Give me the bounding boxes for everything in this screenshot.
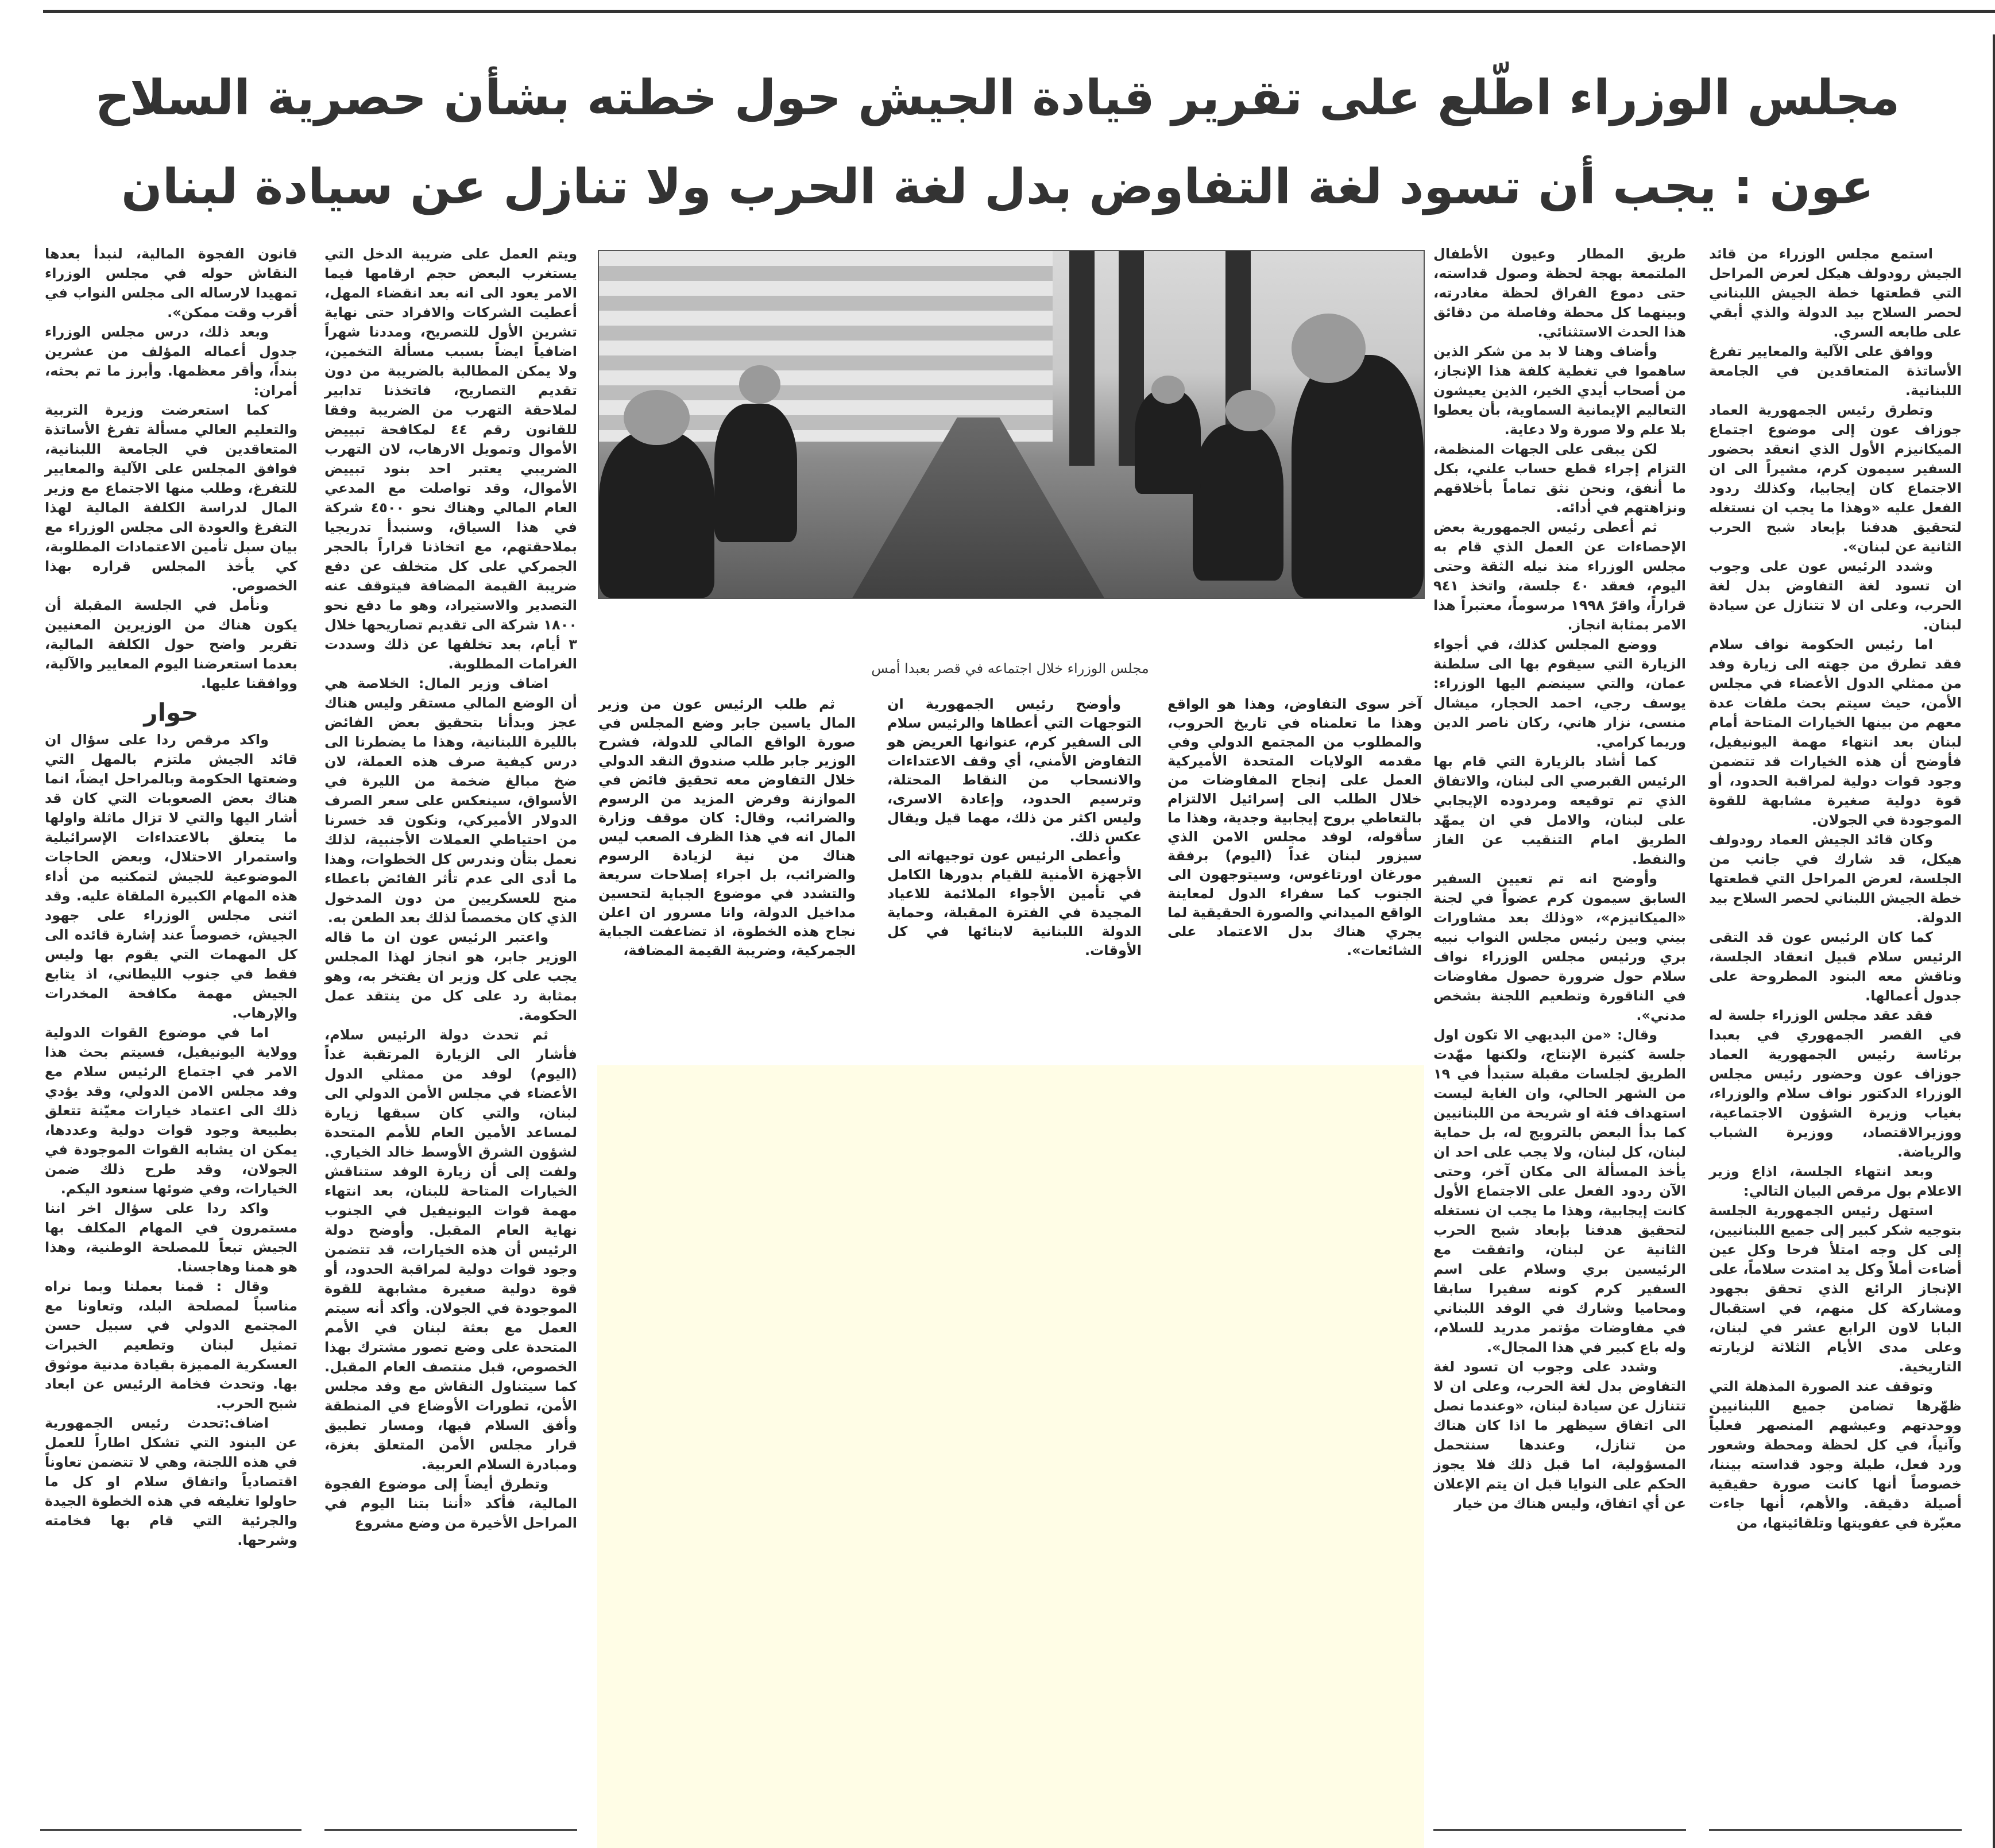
paragraph: وشدد الرئيس عون على وجوب ان تسود لغة التفاوض بدل لغة الحرب، وعلى ان لا تتنازل عن سيادة لبنان. — [1709, 558, 1962, 633]
paragraph: كما كان الرئيس عون قد التقى الرئيس سلام قبيل انعقاد الجلسة، وناقش معه البنود المطروحة على جدول أعمالها. — [1709, 929, 1962, 1004]
paragraph: ثم طلب الرئيس عون من وزير المال ياسين جابر وضع المجلس في صورة الواقع المالي للدولة، فشرح الوزير جابر طلب صندوق النقد الدولي خلال التفاوض معه تحقيق فائض في الموازنة وفرض المزيد من الرسوم والضرائب، وقال: كان موقف وزارة المال انه في هذا الظرف الصعب ليس هناك من نية لزيادة الرسوم والضرائب، بل اجراء إصلاحات سريعة والتشدد في موضوع الجباية لتحسين مداخيل الدولة، وانا مسرور ان اعلن نجاح هذه الخطوة، اذ تضاعفت الجباية الجمركية، وضريبة القيمة المضافة، — [598, 696, 856, 958]
top-rule — [43, 10, 1995, 13]
paragraph: وتطرق رئيس الجمهورية العماد جوزاف عون إلى موضوع اجتماع الميكانيزم الأول الذي انعقد بحضور السفير سيمون كرم، مشيراً الى ان الاجتماع كان إيجابيا، وكذلك ردود الفعل عليه «وهذا ما يجب ان نستغله لتحقيق هدفنا بإبعاد شبح الحرب الثانية عن لبنان». — [1709, 402, 1962, 555]
paragraph: وكان قائد الجيش العماد رودولف هيكل، قد شارك في جانب من الجلسة، لعرض المراحل التي قطعتها خطة الجيش اللبناني لحصر السلاح بيد الدولة. — [1709, 832, 1962, 926]
paragraph: ويتم العمل على ضريبة الدخل التي يستغرب البعض حجم ارقامها فيما الامر يعود الى انه بعد انقضاء المهل، أعطيت الشركات والافراد حتى نهاية تشرين الأول للتصريح، ومددنا شهراً اضافياً ايضاً بسبب مسألة التخمين، ولا يمكن المطالبة بالضريبة من دون تقديم التصاريح، فاتخذنا تدابير لملاحقة التهرب من الضريبة وفقا للقانون رقم ٤٤ لمكافحة تبييض الأموال وتمويل الارهاب، لان التهرب الضريبي يعتبر احد بنود تبييض الأموال، وقد تواصلت مع المدعي العام المالي وهناك نحو ٤٥٠٠ شركة في هذا السياق، وسنبدأ تدريجيا بملاحقتهم، مع اتخاذنا قراراً بالحجر الجمركي على كل متخلف عن دفع ضريبة القيمة المضافة فيتوقف عنه التصدير والاستيراد، وهو ما دفع نحو ١٨٠٠ شركة الى تقديم تصاريحها خلال ٣ أيام، بعد تخلفها عن ذلك وسددت الغرامات المطلوبة. — [324, 246, 577, 672]
paragraph: وتطرق أيضاً إلى موضوع الفجوة المالية، فأكد «أننا بتنا اليوم في المراحل الأخيرة من وضع مشروع — [324, 1476, 577, 1531]
article-column-2 — [1433, 244, 1686, 1513]
article-column-1 — [1709, 244, 1962, 1533]
photo-person-head — [1151, 376, 1184, 403]
paragraph: قانون الفجوة المالية، لنبدأ بعدها النقاش حوله في مجلس الوزراء تمهيدا لارساله الى مجلس النواب في أقرب وقت ممكن». — [45, 246, 297, 320]
headline-sub: عون : يجب أن تسود لغة التفاوض بدل لغة الحرب ولا تنازل عن سيادة لبنان — [121, 158, 1874, 215]
paragraph: اما رئيس الحكومة نواف سلام فقد تطرق من جهته الى زيارة وفد من ممثلي الدول الأعضاء في مجلس الأمن، حيث سيتم بحث ملفات عدة معهم من بينها الخيارات المتاحة أمام لبنان بعد انتهاء مهمة اليونيفيل، فأوضح أن هذه الخيارات قد تتضمن وجود قوات دولية لمراقبة الحدود، أو قوة دولية صغيرة مشابهة للقوة الموجودة في الجولان. — [1709, 636, 1962, 828]
article-column-6 — [324, 244, 577, 1533]
photo-pillar — [1069, 251, 1095, 466]
column-end-rule — [1709, 1829, 1962, 1831]
photo-person-head — [739, 365, 780, 403]
cabinet-meeting-photo — [598, 250, 1425, 599]
paragraph: وأعطى الرئيس عون توجيهاته الى الأجهزة الأمنية للقيام بدورها الكامل في تأمين الأجواء الملائمة للاعياد المجيدة في الفترة المقبلة، وحماية الدولة اللبنانية لابنائها في كل الأوقات. — [887, 848, 1142, 958]
paragraph: اضاف:تحدث رئيس الجمهورية عن البنود التي تشكل اطاراً للعمل في هذه اللجنة، وهي لا تتضمن تعاوناً اقتصادياً واتفاق سلام او كل ما حاولوا تغليفه في هذه الخطوة الجيدة والجرئية التي قام بها فخامته وشرحها. — [45, 1415, 297, 1548]
paragraph: وأضاف وهنا لا بد من شكر الذين ساهموا في تغطية كلفة هذا الإنجاز، من أصحاب أيدي الخير، الذين يعيشون التعاليم الإيمانية السماوية، بأن يعطوا بلا علم ولا صورة ولا دعاية. — [1433, 343, 1686, 438]
paragraph: طريق المطار وعيون الأطفال الملتمعة بهجة لحظة وصول قداسته، حتى دموع الفراق لحظة مغادرته، وبينهما كل محطة وفاصلة من دقائق هذا الحدث الاستثنائي. — [1433, 246, 1686, 340]
paragraph: وشدد على وجوب ان تسود لغة التفاوض بدل لغة الحرب، وعلى ان لا تتنازل عن سيادة لبنان، «وعندما نصل الى اتفاق سيظهر ما اذا كان هناك من تنازل، وعندها سنتحمل المسؤولية، اما قبل ذلك فلا يجوز الحكم على النوايا قبل ان يتم الإعلان عن أي اتفاق، وليس هناك من خيار — [1433, 1359, 1686, 1511]
column-end-rule — [40, 1829, 301, 1831]
photo-caption: مجلس الوزراء خلال اجتماعه في قصر بعبدا أمس — [871, 660, 1149, 676]
paragraph: لكن يبقى على الجهات المنظمة، التزام إجراء قطع حساب علني، بكل ما أنفق، ونحن نثق تماماً بأخلاقهم ونزاهتهم في أدائه. — [1433, 441, 1686, 516]
article-column-7 — [45, 244, 297, 1550]
photo-person-head — [1225, 390, 1275, 431]
paragraph: وبعد ذلك، درس مجلس الوزراء جدول أعماله المؤلف من عشرين بنداً، وأقر معظمها. وأبرز ما تم بحثه، أمران: — [45, 324, 297, 399]
photo-person — [714, 404, 797, 543]
paragraph: فقد عقد مجلس الوزراء جلسة له في القصر الجمهوري في بعبدا برئاسة رئيس الجمهورية العماد جوزاف عون وحضور رئيس مجلس الوزراء الدكتور نواف سلام والوزراء، بغياب وزيرة الشؤون الاجتماعية، ووزيرالاقتصاد، ووزيرة الشباب والرياضة. — [1709, 1007, 1962, 1160]
photo-person — [1135, 390, 1201, 494]
paragraph: واكد مرقص ردا على سؤال ان قائد الجيش ملتزم بالمهل التي وضعتها الحكومة وبالمراحل ايضاً، انما هناك بعض الصعوبات التي كان قد أشار اليها والتي لا تزال ماثلة واولها ما يتعلق بالاعتداءات الإسرائيلية واستمرار الاحتلال، وبعض الحاجات الموضوعية للجيش لتمكنيه من أداء هذه المهام الكبيرة الملقاة عليه. وقد اثنى مجلس الوزراء على جهود الجيش، خصوصاً عند إشارة قائده الى كل المهمات التي يقوم بها وليس فقط في جنوب الليطاني، اذ يتابع الجيش مهمة مكافحة المخدرات والإرهاب. — [45, 732, 297, 1021]
paragraph: وبعد انتهاء الجلسة، اذاع وزير الاعلام بول مرقص البيان التالي: — [1709, 1163, 1962, 1199]
paragraph: اما في موضوع القوات الدولية وولاية اليونيفيل، فسيتم بحث هذا الامر في اجتماع الرئيس سلام مع وفد مجلس الامن الدولي، وقد يؤدي ذلك الى اعتماد خيارات معيّنة تتعلق بطبيعة وجود قوات دولية وعددها، يمكن ان يشابه القوات الموجودة في الجولان، وقد طرح ذلك ضمن الخيارات، وفي ضوئها سنعود اليكم. — [45, 1024, 297, 1197]
blank-ad-space — [597, 1065, 1424, 1848]
paragraph: واعتبر الرئيس عون ان ما قاله الوزير جابر، هو انجاز لهذا المجلس يجب على كل وزير ان يفتخر به، وهو بمثابة رد على كل من ينتقد عمل الحكومة. — [324, 929, 577, 1023]
paragraph: استمع مجلس الوزراء من قائد الجيش رودولف هيكل لعرض المراحل التي قطعتها خطة الجيش اللبناني لحصر السلاح بيد الدولة والذي أبقي على طابعه السري. — [1709, 246, 1962, 340]
column-end-rule — [1433, 1829, 1686, 1831]
column-end-rule — [324, 1829, 577, 1831]
paragraph: كما أشاد بالزيارة التي قام بها الرئيس القبرصي الى لبنان، والاتفاق الذي تم توقيعه ومردوده الإيجابي على لبنان، والامل في ان يمهّد الطريق امام التنقيب عن الغاز والنفط. — [1433, 753, 1686, 867]
paragraph: ووافق على الآلية والمعايير تفرغ الأساتذة المتعاقدين في الجامعة اللبنانية. — [1709, 343, 1962, 399]
article-column-4 — [887, 695, 1142, 960]
photo-person-standing — [1292, 355, 1424, 598]
paragraph: آخر سوى التفاوض، وهذا هو الواقع وهذا ما تعلمناه في تاريخ الحروب، والمطلوب من المجتمع الدولي وفي مقدمه الولايات المتحدة الأميركية العمل على إنجاح المفاوضات من خلال الطلب الى إسرائيل الالتزام بالتعاطي بروح إيجابية وجدية، وهذا ما سأقوله، لوفد مجلس الامن الذي سيزور لبنان غداً (اليوم) برفقة مورغان اورتاغوس، وسيتوجهون الى الجنوب كما سفراء الدول لمعاينة الواقع الميداني والصورة الحقيقية لما يجري هناك بدل الاعتماد على الشائعات». — [1167, 696, 1422, 958]
paragraph: وأوضح انه تم تعيين السفير السابق سيمون كرم عضواً في لجنة «الميكانيزم»، «وذلك بعد مشاورات بيني وبين رئيس مجلس النواب نبيه بري ورئيس مجلس الوزراء نواف سلام حول ضرورة حصول مفاوضات في الناقورة وتطعيم اللجنة بشخص مدني». — [1433, 871, 1686, 1023]
photo-person-head — [624, 390, 690, 446]
paragraph: استهل رئيس الجمهورية الجلسة بتوجيه شكر كبير إلى جميع اللبنانيين، إلى كل وجه امتلأ فرحا وكل عين أضاءت أملاً وكل يد امتدت سلاماً، على الإنجاز الرائع الذي تحقق بجهود ومشاركة كل منهم، في استقبال البابا لاون الرابع عشر في لبنان، وعلى مدى الأيام الثلاثة لزيارته التاريخية. — [1709, 1203, 1962, 1375]
paragraph: اضاف وزير المال: الخلاصة هي أن الوضع المالي مستقر وليس هناك عجز وبدأنا بتحقيق بعض الفائض بالليرة اللبنانية، وهذا ما يضطرنا الى درس كيفية صرف هذه العملة، لان ضخ مبالغ ضخمة من الليرة في الأسواق، سينعكس على سعر الصرف الدولار الأميركي، ونكون قد خسرنا من احتياطي العملات الأجنبية، لذلك نعمل بتأن وندرس كل الخطوات، وهذا ما أدى الى عدم تأثر الفائض باعطاء منح للعسكريين من دون المدخول الذي كان مخصصاً لذلك بعد الطعن به. — [324, 675, 577, 926]
paragraph: وقال: «من البديهي الا تكون اول جلسة كثيرة الإنتاج، ولكنها مهّدت الطريق لجلسات مقبلة ستبدأ في ١٩ من الشهر الحالي، وان الغاية ليست استهداف فئة او شريحة من اللبنانيين كما بدأ البعض بالترويج له، بل حماية لبنان، كل لبنان، ولا يجب على احد ان يأخذ المسألة الى مكان آخر، وحتى الآن ردود الفعل على الاجتماع الأول كانت إيجابية، وهذا ما يجب ان نستغله لتحقيق هدفنا بإبعاد شبح الحرب الثانية عن لبنان، واتفقت مع الرئيسين بري وسلام على اسم السفير كرم كونه سفيرا سابقا ومحاميا وشارك في الوفد اللبناني في مفاوضات مؤتمر مدريد للسلام، وله باع كبير في هذا المجال». — [1433, 1027, 1686, 1355]
article-column-3 — [1167, 695, 1422, 960]
paragraph: وأوضح رئيس الجمهورية ان التوجهات التي أعطاها والرئيس سلام الى السفير كرم، عنوانها العريض هو التفاوض الأمني، أي وقف الاعتداءات والانسحاب من النقاط المحتلة، وترسيم الحدود، وإعادة الاسرى، وليس اكثر من ذلك، مهما قيل ويقال عكس ذلك. — [887, 696, 1142, 845]
paragraph: ونأمل في الجلسة المقبلة أن يكون هناك من الوزيرين المعنيين تقرير واضح حول الكلفة المالية، بعدما استعرضنا اليوم المعايير والآلية، ووافقنا عليها. — [45, 597, 297, 691]
paragraph: كما استعرضت وزيرة التربية والتعليم العالي مسألة تفرغ الأساتذة المتعاقدين في الجامعة اللبنانية، فوافق المجلس على الآلية والمعايير للتفرغ، وطلب منها الاجتماع مع وزير المال لدراسة الكلفة المالية لهذا التفرغ والعودة الى مجلس الوزراء مع بيان سبل تأمين الاعتمادات المطلوبة، كي يأخذ المجلس قراره بهذا الخصوص. — [45, 402, 297, 594]
paragraph: ووضع المجلس كذلك، في أجواء الزيارة التي سيقوم بها الى سلطنة عمان، والتي سينضم اليها الوزراء: يوسف رجي، احمد الحجار، ميشال منسى، نزار هاني، ركان ناصر الدين وريما كرامي. — [1433, 636, 1686, 750]
photo-person — [1193, 424, 1283, 581]
page-edge — [1993, 34, 1995, 1848]
paragraph: ثم أعطى رئيس الجمهورية بعض الإحصاءات عن العمل الذي قام به مجلس الوزراء منذ نيله الثقة وحتى اليوم، فعقد ٤٠ جلسة، واتخذ ٩٤١ قراراً، واقرّ ١٩٩٨ مرسوماً، معتبراً هذا الامر بمثابة انجاز. — [1433, 519, 1686, 633]
paragraph: وتوقف عند الصورة المذهلة التي ظهّرها تضامن جميع اللبنانيين ووحدتهم وعيشهم المنصهر فعلياً وآنياً، في كل لحظة ومحطة وشعور ورد فعل، طيلة وجود قداسته بيننا، خصوصاً أنها كانت صورة حقيقية أصيلة دقيقة. والأهم، أنها جاءت معبّرة في عفويتها وتلقائيتها، من — [1709, 1378, 1962, 1531]
photo-person-head — [1292, 314, 1366, 383]
paragraph: ثم تحدث دولة الرئيس سلام، فأشار الى الزيارة المرتقبة غداً (اليوم) لوفد من ممثلي الدول الأعضاء في مجلس الأمن الدولي الى لبنان، والتي كان سبقها زيارة لمساعد الأمين العام للأمم المتحدة لشؤون الشرق الأوسط خالد الخياري. ولفت إلى أن زيارة الوفد ستناقش الخيارات المتاحة للبنان، بعد انتهاء مهمة قوات اليونيفيل في الجنوب نهاية العام المقبل. وأوضح دولة الرئيس أن هذه الخيارات، قد تتضمن وجود قوات دولية لمراقبة الحدود، أو قوة دولية صغيرة مشابهة للقوة الموجودة في الجولان. وأكد أنه سيتم العمل مع بعثة لبنان في الأمم المتحدة على وضع تصور مشترك بهذا الخصوص، قبل منتصف العام المقبل. كما سيتناول النقاش مع وفد مجلس الأمن، تطورات الأوضاع في المنطقة وأفق السلام فيها، ومسار تطبيق قرار مجلس الأمن المتعلق بغزة، ومبادرة السلام العربية. — [324, 1027, 577, 1472]
paragraph: وقال : قمنا بعملنا وبما نراه مناسباً لمصلحة البلد، وتعاونا مع المجتمع الدولي في سبيل حسن تمثيل لبنان وتطعيم الخبرات العسكرية المميزة بقيادة مدنية موثوق بها. وتحدث فخامة الرئيس عن ابعاد شبح الحرب. — [45, 1278, 297, 1412]
article-column-5 — [598, 695, 856, 960]
headline-main: مجلس الوزراء اطّلع على تقرير قيادة الجيش حول خطته بشأن حصرية السلاح — [95, 69, 1900, 126]
photo-person — [599, 431, 714, 598]
section-subhead: حوار — [144, 698, 199, 726]
paragraph: واكد ردا على سؤال اخر اننا مستمرون في المهام المكلف بها الجيش تبعاً للمصلحة الوطنية، وهذا هو همنا وهاجسنا. — [45, 1200, 297, 1275]
